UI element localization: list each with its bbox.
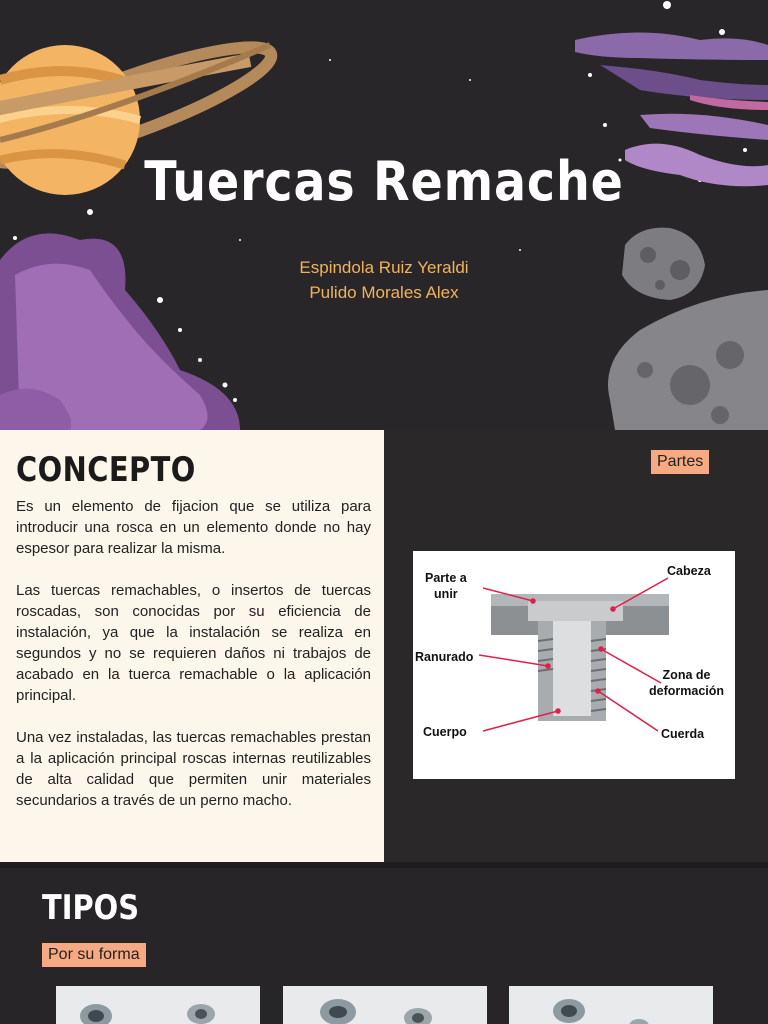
diagram-label-zona-deformacion: Zona de deformación xyxy=(649,668,725,698)
rivet-nut-photo xyxy=(283,986,487,1024)
diagram-label-cabeza: Cabeza xyxy=(667,564,711,578)
diagram-label-ranurado: Ranurado xyxy=(415,650,474,664)
rivet-nut-icon xyxy=(283,986,487,1024)
author-name: Espindola Ruiz Yeraldi xyxy=(299,258,469,277)
concept-heading: CONCEPTO xyxy=(16,450,196,490)
title-slide xyxy=(0,0,768,430)
concept-paragraph: Una vez instaladas, las tuercas remachables prestan a la aplicación principal roscas internas reutilizables de alta calidad que permiten unir materiales secundarios a través de un perno macho. xyxy=(16,729,371,809)
author-name: Pulido Morales Alex xyxy=(309,283,459,302)
diagram-label-cuerda: Cuerda xyxy=(661,727,705,741)
diagram-label-parte-a-unir: Parte a unir xyxy=(425,571,467,601)
rivet-nut-photo xyxy=(509,986,713,1024)
concept-paragraph: Es un elemento de fijacion que se utiliza para introducir una rosca en un elemento donde no hay espesor para realizar la misma. xyxy=(16,498,371,557)
presentation-title: Tuercas Remache xyxy=(144,150,624,213)
rivet-nut-photo xyxy=(56,986,260,1024)
tipos-heading: TIPOS xyxy=(42,888,140,928)
shape-tag: Por su forma xyxy=(42,943,146,967)
parts-tag: Partes xyxy=(651,450,709,474)
diagram-label-cuerpo: Cuerpo xyxy=(423,725,467,739)
tipos-slide xyxy=(0,862,768,1024)
asteroid-icon xyxy=(608,290,768,430)
concept-paragraph: Las tuercas remachables, o insertos de tuercas roscadas, son conocidas por su eficiencia de instalación, ya que la instalación se realiza en segundos y no se requieren daños ni trabajos de acabado en la tuerca remachable o la aplicación principal. xyxy=(16,582,371,704)
rivet-nut-diagram xyxy=(413,551,735,779)
concept-card xyxy=(0,430,384,862)
rivet-nut-icon xyxy=(56,986,260,1024)
rivet-nut-icon xyxy=(509,986,713,1024)
concept-slide xyxy=(0,430,768,862)
space-illustration xyxy=(0,0,768,430)
